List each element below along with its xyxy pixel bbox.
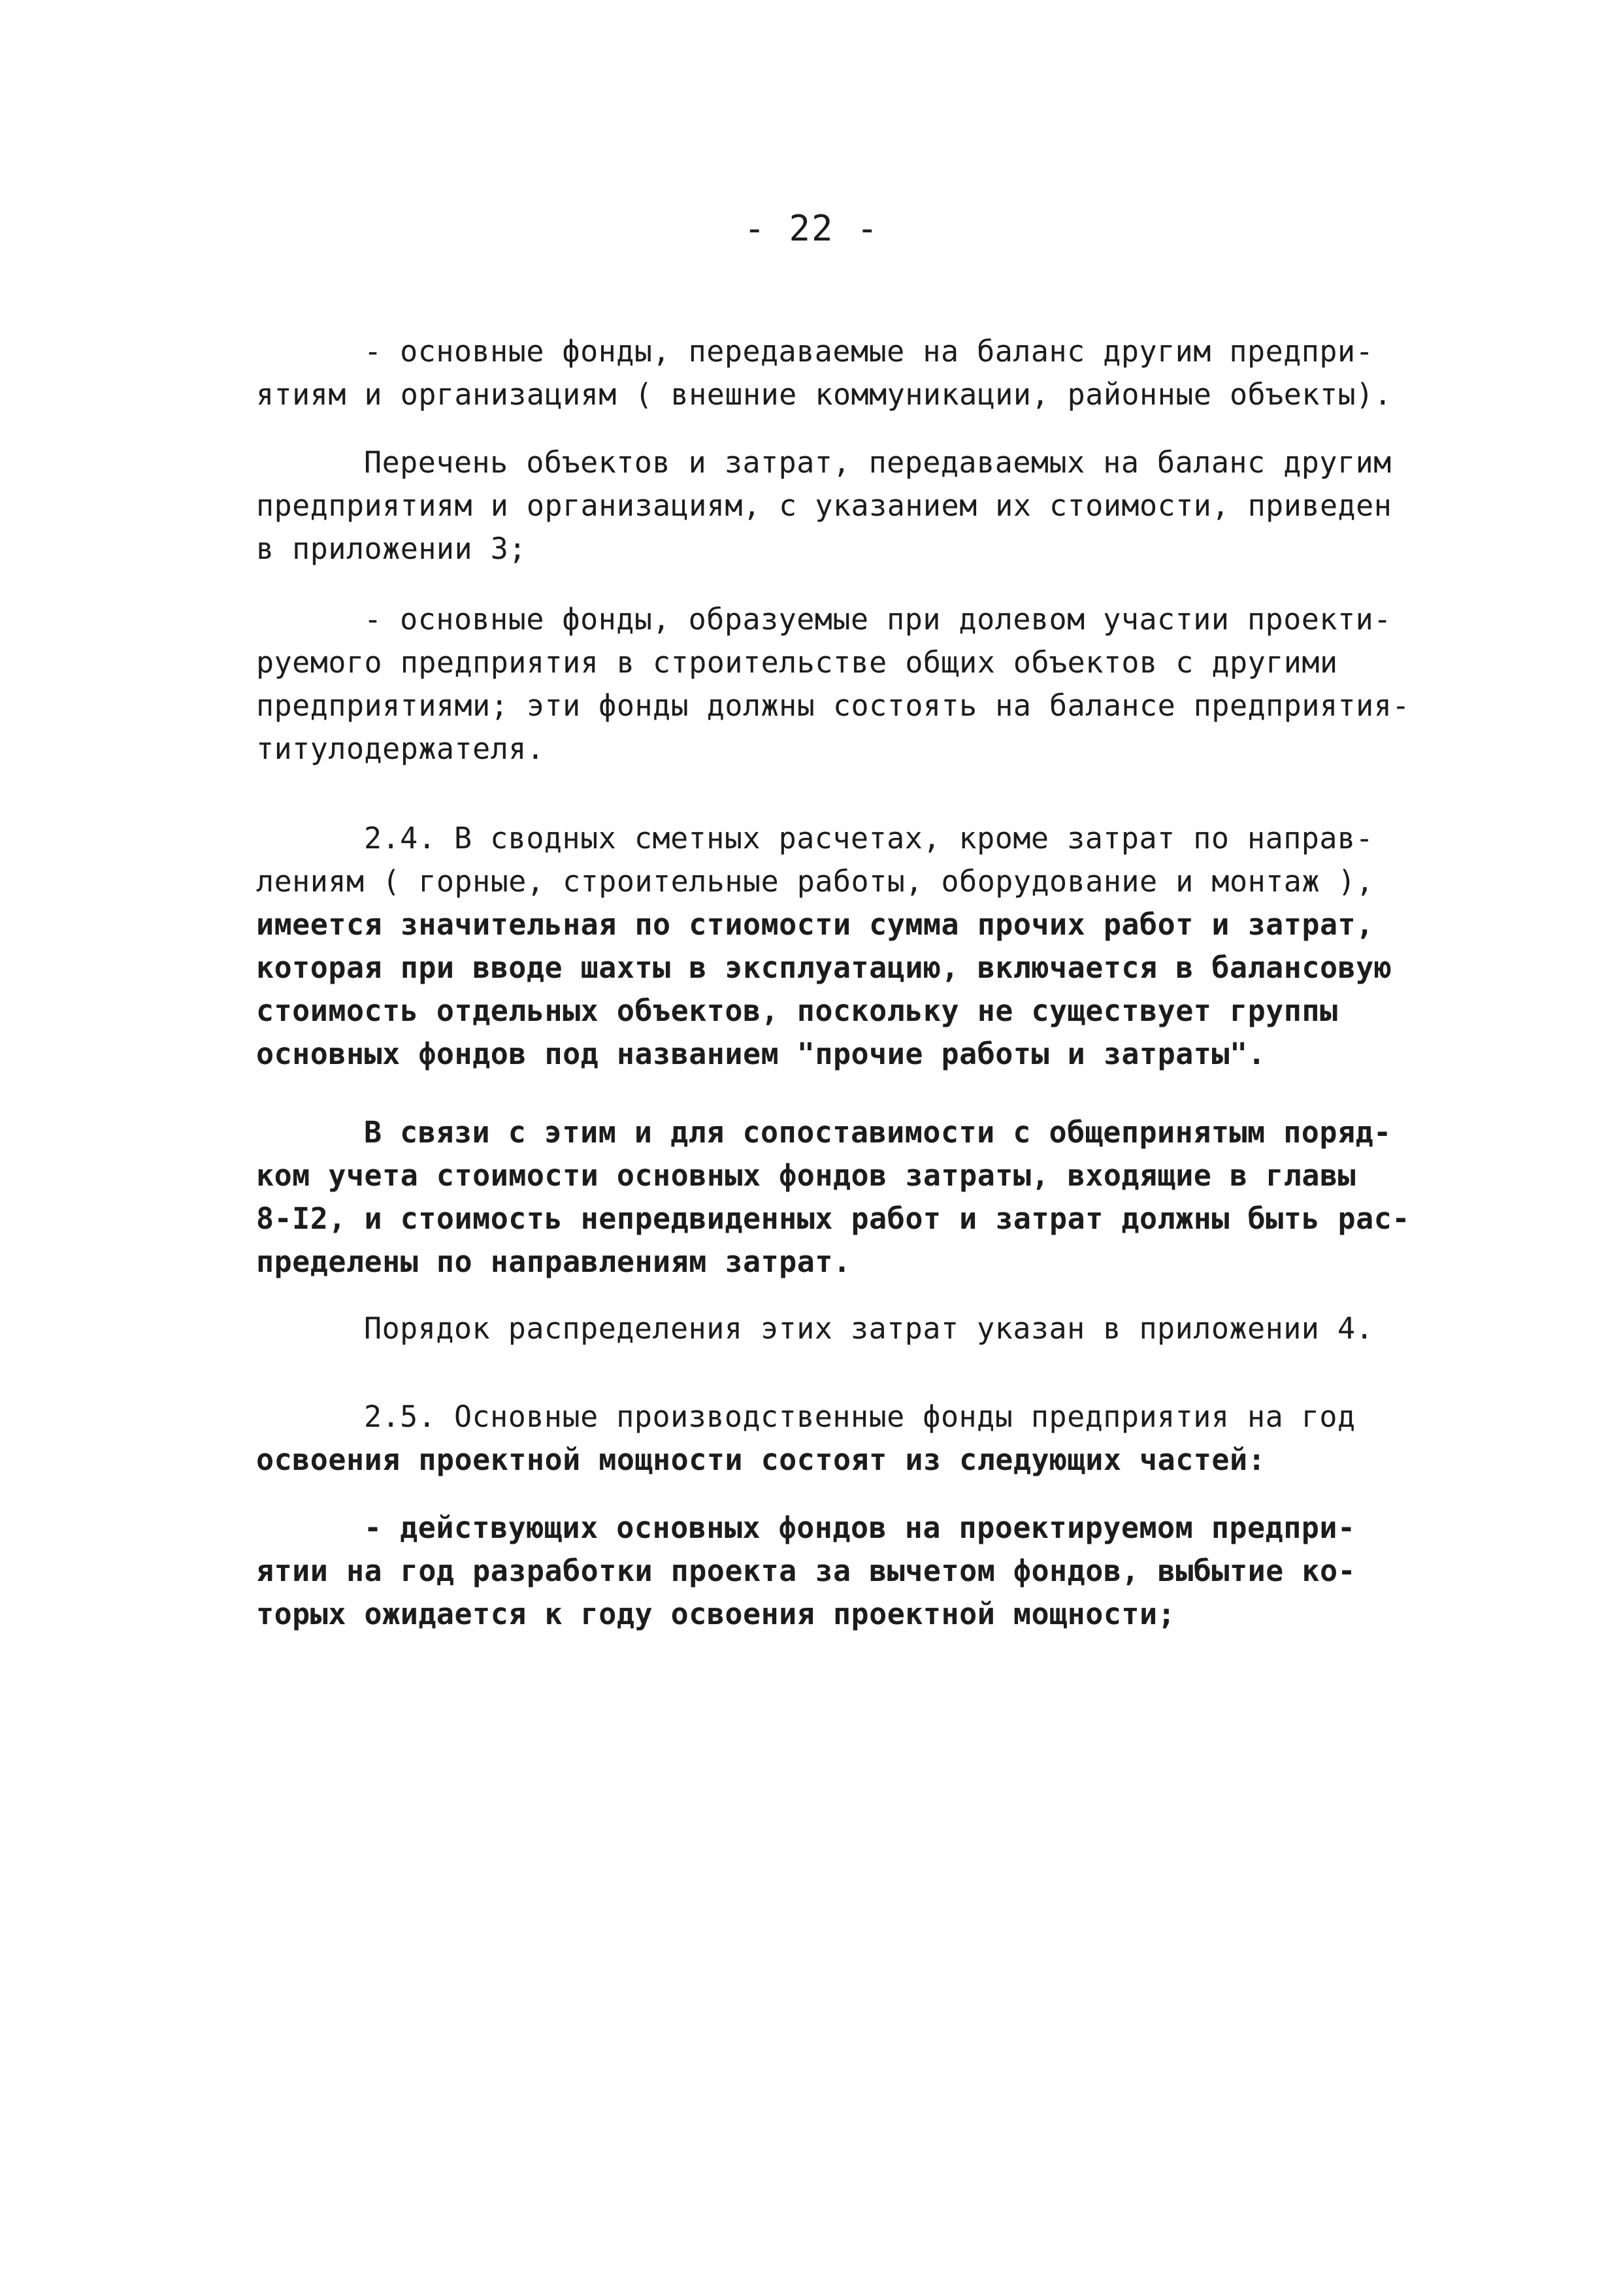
text-line: - действующих основных фондов на проектируемом предпри- [364, 1510, 1356, 1545]
paragraph-section-2-4 [256, 817, 1400, 1076]
text-line: основных фондов под названием "прочие работы и затраты". [256, 1037, 1266, 1071]
text-line: - основные фонды, передаваемые на баланс другим предпри- [364, 334, 1374, 369]
text-line: 2.4. В сводных сметных расчетах, кроме затрат по направ- [364, 821, 1374, 856]
paragraph-distribution-order [256, 1307, 1400, 1350]
text-line: пределены по направлениям затрат. [256, 1244, 851, 1279]
text-line: 8-I2, и стоимость непредвиденных работ и затрат должны быть рас- [256, 1201, 1410, 1236]
text-line: которая при вводе шахты в эксплуатацию, включается в балансовую [256, 950, 1392, 985]
text-line: освоения проектной мощности состоят из следующих частей: [256, 1442, 1266, 1477]
paragraph-active-fixed-assets [256, 1506, 1400, 1636]
text-line: предприятиям и организациям, с указанием их стоимости, приведен [256, 488, 1392, 523]
text-line: - основные фонды, образуемые при долевом участии проекти- [364, 602, 1392, 637]
text-line: Перечень объектов и затрат, передаваемых на баланс другим [364, 445, 1392, 480]
text-line: лениям ( горные, строительные работы, оборудование и монтаж ), [256, 864, 1374, 899]
text-line: ком учета стоимости основных фондов затраты, входящие в главы [256, 1158, 1356, 1193]
text-line: титулодержателя. [256, 731, 545, 766]
text-line: 2.5. Основные производственные фонды предприятия на год [364, 1399, 1356, 1434]
page-number: - 22 - [744, 208, 879, 249]
paragraph-comparability [256, 1111, 1410, 1284]
text-line: стоимость отдельных объектов, поскольку не существует группы [256, 993, 1338, 1028]
paragraph-list-of-objects [256, 441, 1400, 571]
paragraph-section-2-5 [256, 1395, 1400, 1482]
text-line: руемого предприятия в строительстве общих объектов с другими [256, 645, 1338, 680]
paragraph-shared-participation [256, 598, 1410, 771]
text-line: ятиям и организациям ( внешние коммуникации, районные объекты). [256, 377, 1392, 412]
text-line: предприятиями; эти фонды должны состоять на балансе предприятия- [256, 688, 1410, 723]
text-line: ятии на год разработки проекта за вычетом фондов, выбытие ко- [256, 1554, 1356, 1588]
text-line: торых ожидается к году освоения проектной мощности; [256, 1597, 1176, 1631]
text-line: в приложении 3; [256, 531, 527, 566]
text-line: Порядок распределения этих затрат указан в приложении 4. [364, 1311, 1374, 1346]
paragraph-fixed-assets-transferred [256, 330, 1400, 416]
text-line: В связи с этим и для сопоставимости с общепринятым поряд- [364, 1115, 1392, 1150]
text-line: имеется значительная по стиомости сумма прочих работ и затрат, [256, 907, 1374, 942]
